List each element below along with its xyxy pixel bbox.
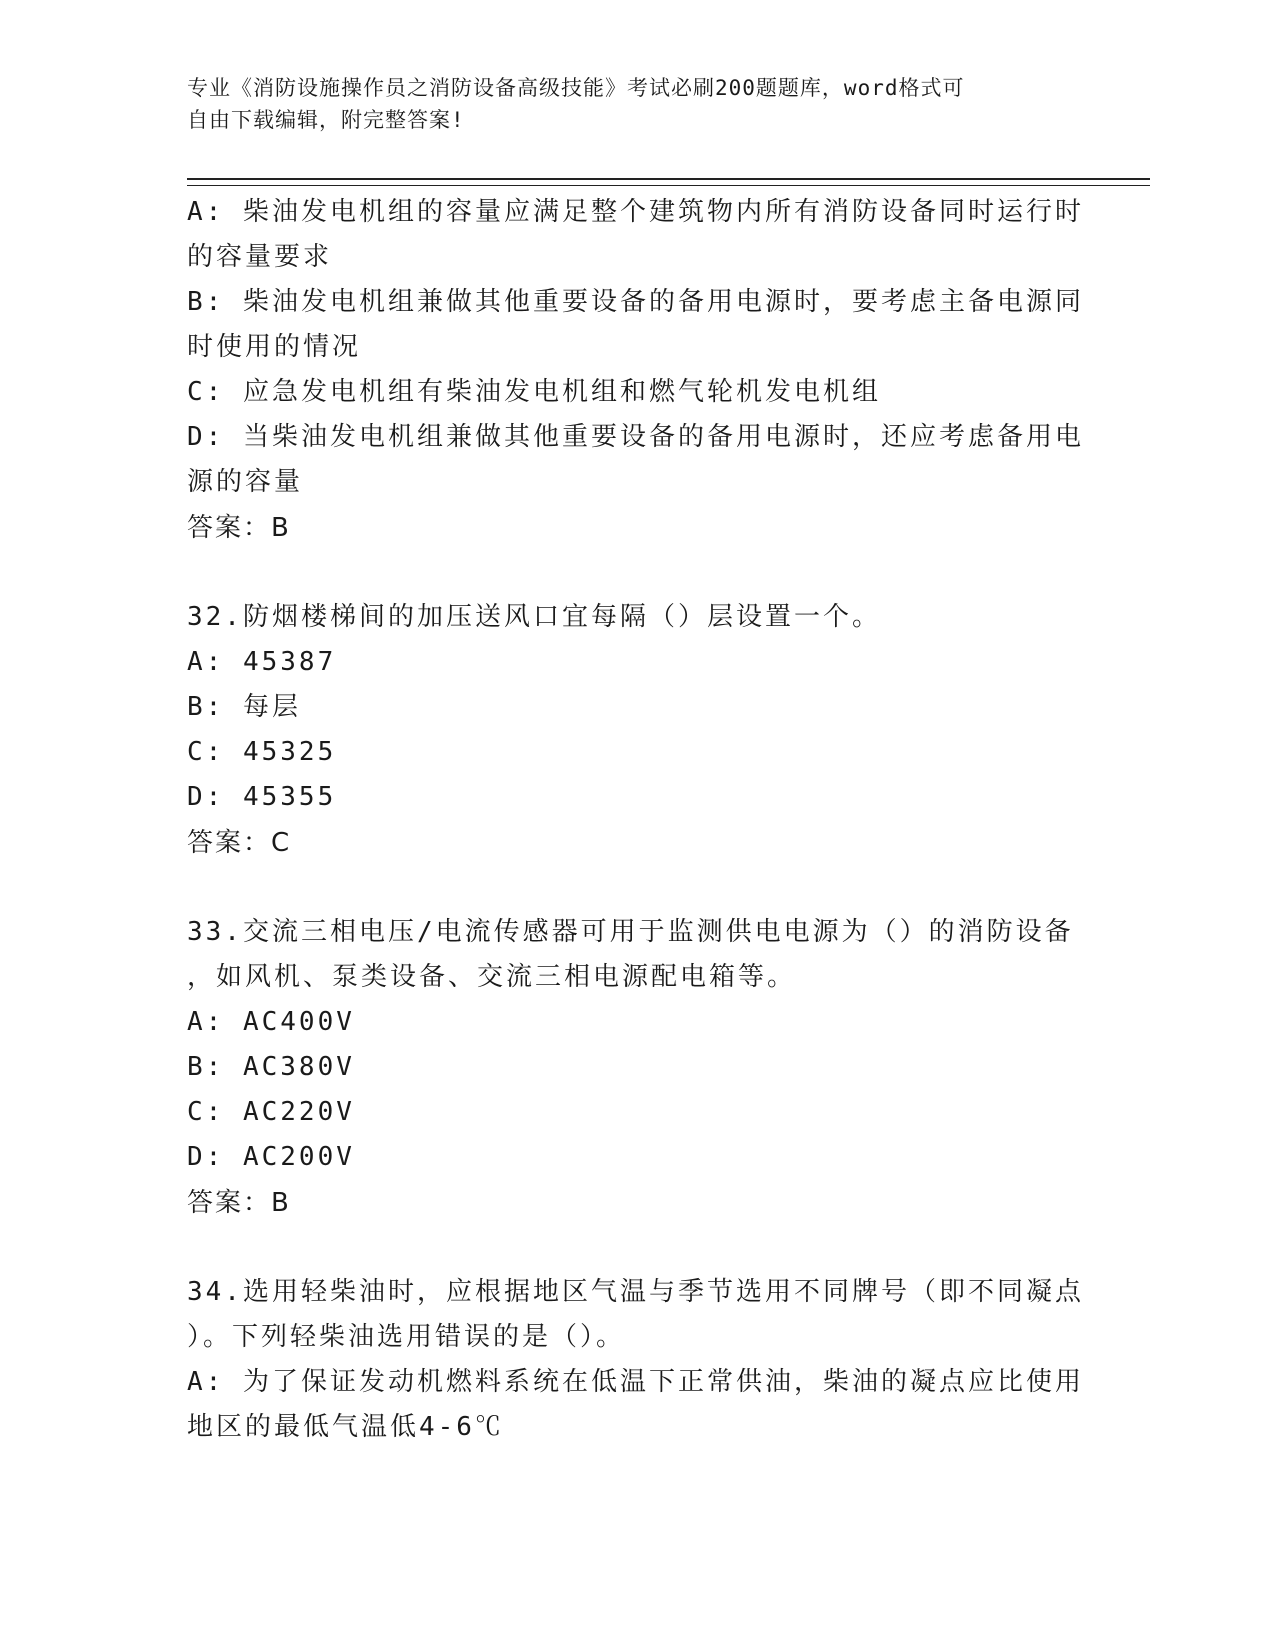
option-a-line-2: 的容量要求 bbox=[187, 242, 333, 272]
spacer bbox=[187, 551, 1067, 595]
option-a-line-1: A: 为了保证发动机燃料系统在低温下正常供油，柴油的凝点应比使用 bbox=[187, 1367, 1084, 1397]
question-content bbox=[187, 190, 1084, 1450]
question-stem-line-2: ）。下列轻柴油选用错误的是（）。 bbox=[187, 1322, 626, 1352]
option-b-line-2: 时使用的情况 bbox=[187, 332, 362, 362]
question-31 bbox=[187, 190, 1084, 551]
question-32 bbox=[187, 595, 1067, 866]
option-c: C: 应急发电机组有柴油发电机组和燃气轮机发电机组 bbox=[187, 377, 881, 407]
option-a-line-1: A: 柴油发电机组的容量应满足整个建筑物内所有消防设备同时运行时 bbox=[187, 197, 1084, 227]
answer-33: 答案：B bbox=[187, 1188, 291, 1218]
question-34 bbox=[187, 1270, 1084, 1450]
answer-32: 答案：C bbox=[187, 828, 292, 858]
header-line-2: 自由下载编辑，附完整答案! bbox=[187, 108, 465, 132]
option-d-line-2: 源的容量 bbox=[187, 467, 304, 497]
option-b: B: AC380V bbox=[187, 1052, 355, 1082]
question-33 bbox=[187, 910, 1074, 1226]
document-header bbox=[187, 72, 1087, 136]
option-b: B: 每层 bbox=[187, 692, 301, 722]
question-stem: 32.防烟楼梯间的加压送风口宜每隔（）层设置一个。 bbox=[187, 602, 881, 632]
option-b-line-1: B: 柴油发电机组兼做其他重要设备的备用电源时，要考虑主备电源同 bbox=[187, 287, 1084, 317]
option-c: C: 45325 bbox=[187, 737, 337, 767]
option-d-line-1: D: 当柴油发电机组兼做其他重要设备的备用电源时，还应考虑备用电 bbox=[187, 422, 1084, 452]
option-d: D: AC200V bbox=[187, 1142, 355, 1172]
spacer bbox=[187, 866, 1067, 910]
option-c: C: AC220V bbox=[187, 1097, 355, 1127]
option-a-line-2: 地区的最低气温低4-6℃ bbox=[187, 1412, 504, 1442]
spacer bbox=[187, 1226, 1067, 1270]
option-d: D: 45355 bbox=[187, 782, 337, 812]
question-stem-line-1: 34.选用轻柴油时，应根据地区气温与季节选用不同牌号（即不同凝点 bbox=[187, 1277, 1084, 1307]
header-line-1: 专业《消防设施操作员之消防设备高级技能》考试必刷200题题库，word格式可 bbox=[187, 76, 965, 100]
option-a: A: AC400V bbox=[187, 1007, 355, 1037]
question-stem-line-1: 33.交流三相电压/电流传感器可用于监测供电电源为（）的消防设备 bbox=[187, 917, 1074, 947]
answer-31: 答案：B bbox=[187, 513, 291, 543]
option-a: A: 45387 bbox=[187, 647, 337, 677]
header-divider bbox=[187, 178, 1150, 186]
question-stem-line-2: ，如风机、泵类设备、交流三相电源配电箱等。 bbox=[187, 962, 797, 992]
